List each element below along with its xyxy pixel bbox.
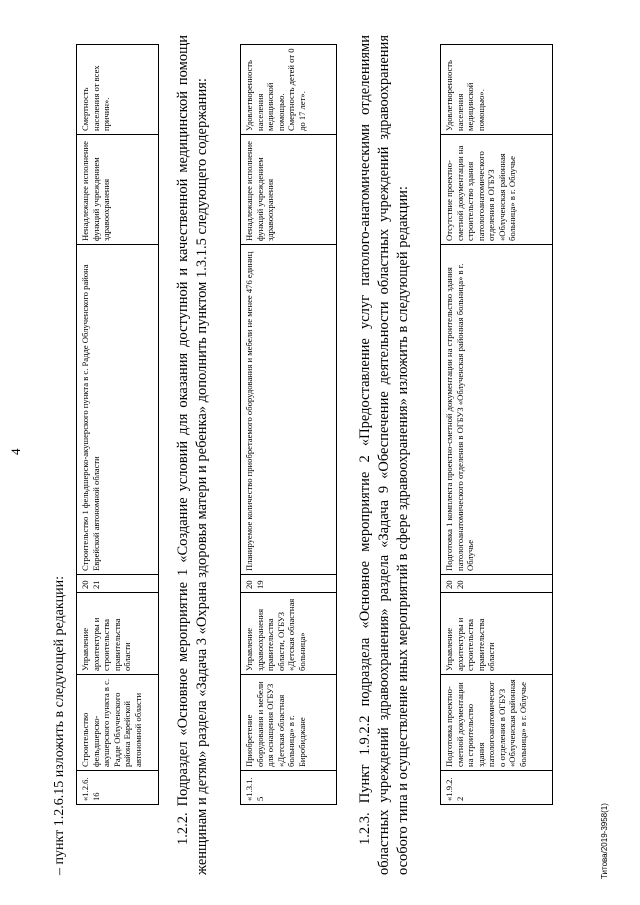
table-cell: Управление архитектуры и строительства правительства области (77, 593, 159, 675)
table-cell: Подготовка 1 комплекта проектно-сметной документации на строительство здания патологоанатомического отделения в ОГБУЗ «Облученская районная больница» в г. Облучье (441, 245, 553, 575)
table-cell: 2019 (241, 575, 337, 593)
table-cell: Планируемое количество приобретаемого оборудования и мебели не менее 476 единиц (241, 245, 337, 575)
paragraph-1-2-3 (356, 35, 413, 875)
table-row (241, 45, 337, 805)
table-cell: «1.2.6.16 (77, 771, 159, 805)
table-cell: Подготовка проектно-сметной документации на строительство здания патологоанатомического отделения в ОГБУЗ «Облученская районная больница» в г. Облучье (441, 675, 553, 771)
page-number: 4 (8, 448, 23, 455)
table-cell: Отсутствие проектно-сметной документации на строительство здания патологоанатомического отделения в ОГБУЗ «Облученская районная больница» в г. Облучье (441, 135, 553, 245)
intro-line: – пункт 1.2.6.15 изложить в следующей редакции: (52, 576, 67, 875)
table-row (441, 45, 553, 805)
table-cell: Ненадлежащее исполнение функций учреждением здравоохранения (241, 135, 337, 245)
footer-doc-id: Титова/2019-3958(1) (600, 803, 609, 879)
table-cell: Удовлетворенность населения медицинской помощью. Смертность детей от 0 до 17 лет». (241, 45, 337, 135)
table-cell: 2020 (441, 575, 553, 593)
table-cell: Смертность населения от всех причин». (77, 45, 159, 135)
table-cell: «1.3.1.5 (241, 771, 337, 805)
table-cell: Строительство 1 фельдшерско-акушерского пункта в с. Радде Облученского района Еврейской автономной области (77, 245, 159, 575)
table-item-1-9-2-2 (440, 44, 553, 805)
paragraph-1-2-2 (174, 35, 212, 875)
table-cell: Ненадлежащее исполнение функций учреждением здравоохранения (77, 135, 159, 245)
table-cell: 2021 (77, 575, 159, 593)
table-cell: Приобретение оборудования и мебели для оснащения ОГБУЗ «Детская областная больница» в г. Биробиджане (241, 675, 337, 771)
table-cell: Управление архитектуры и строительства правительства области (441, 593, 553, 675)
table-cell: Строительство фельдшерско-акушерского пункта в с. Радде Облученского района Еврейской автономной области (77, 675, 159, 771)
table-row (77, 45, 159, 805)
paragraph-text: 1.2.3. Пункт 1.9.2.2 подраздела «Основное мероприятие 2 «Предоставление услуг патолого-анатомическими отделениями областных учреждений здравоохранения» раздела «Задача 9 «Обеспечение деятельности областных учреждений здравоохранения особого типа и осуществление иных мероприятий в сфере здравоохранения» изложить в следующей редакции: (357, 35, 411, 875)
table-cell: Управление здравоохранения правительства области, ОГБУЗ «Детская областная больница» (241, 593, 337, 675)
table-cell: «1.9.2.2 (441, 771, 553, 805)
table-item-1-3-1-5 (240, 44, 337, 805)
table-item-1-2-6-16 (76, 44, 159, 805)
table-cell: Удовлетворенность населения медицинской помощью». (441, 45, 553, 135)
paragraph-text: 1.2.2. Подраздел «Основное мероприятие 1 «Создание условий для оказания доступной и качественной медицинской помощи женщинам и детям» раздела «Задача 3 «Охрана здоровья матери и ребенка» дополнить пунктом 1.3.1.5 следующего содержания: (175, 35, 210, 875)
